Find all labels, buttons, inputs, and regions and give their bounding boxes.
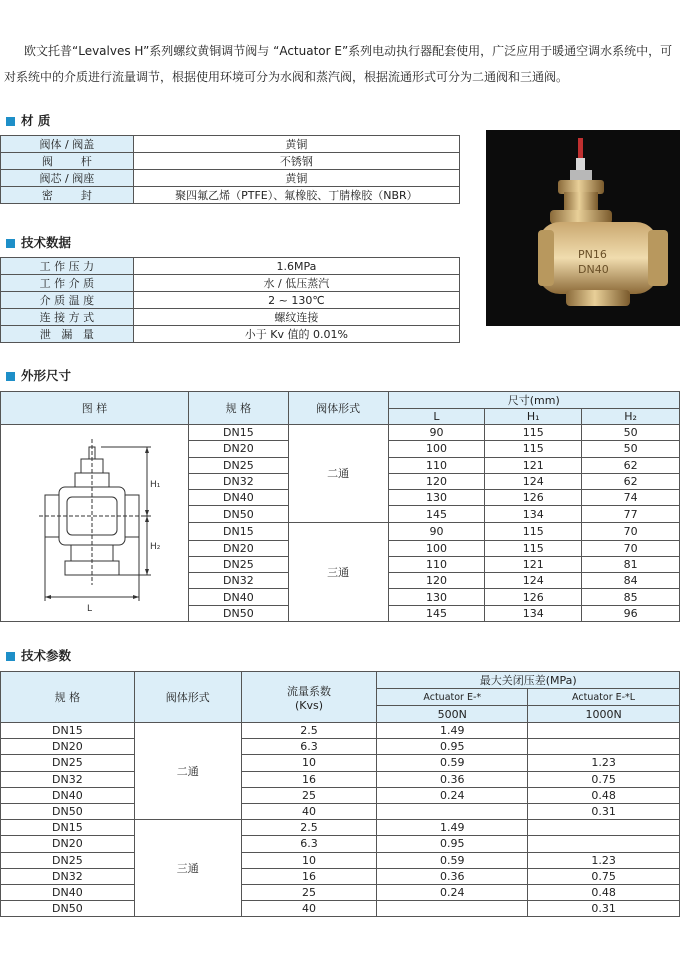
dims-type: 二通 [288, 425, 388, 523]
params-header-actuator1: Actuator E-* [377, 689, 528, 706]
dims-L: 130 [388, 589, 485, 605]
dims-header-type: 阀体形式 [288, 392, 388, 425]
valve-photo [486, 130, 680, 326]
techdata-heading [6, 235, 71, 251]
material-row-label: 密 封 [1, 187, 134, 204]
params-maxdp-1000n [528, 739, 680, 755]
params-row [1, 755, 680, 771]
dims-H2: 77 [582, 506, 680, 522]
dims-H2: 62 [582, 473, 680, 489]
params-row [1, 868, 680, 884]
params-maxdp-500n: 1.49 [377, 820, 528, 836]
dims-L: 100 [388, 441, 485, 457]
params-maxdp-1000n [528, 836, 680, 852]
section-square-icon [6, 117, 15, 126]
valve-photo-graphic [486, 130, 680, 326]
dims-spec: DN25 [188, 457, 288, 473]
dims-header-L: L [388, 409, 485, 425]
dims-H2: 62 [582, 457, 680, 473]
params-row [1, 901, 680, 917]
dims-type: 三通 [288, 522, 388, 621]
params-row [1, 739, 680, 755]
params-kvs: 40 [241, 901, 377, 917]
dims-H1: 115 [485, 441, 582, 457]
section-square-icon [6, 239, 15, 248]
dims-H2: 70 [582, 540, 680, 556]
params-spec: DN40 [1, 787, 135, 803]
techdata-row [1, 292, 460, 309]
params-spec: DN32 [1, 868, 135, 884]
params-maxdp-1000n: 0.75 [528, 771, 680, 787]
dims-H2: 74 [582, 490, 680, 506]
techdata-row [1, 309, 460, 326]
material-row [1, 136, 460, 153]
params-row [1, 803, 680, 819]
dims-H2: 84 [582, 573, 680, 589]
dims-H1: 115 [485, 425, 582, 441]
params-kvs: 10 [241, 852, 377, 868]
dims-L: 120 [388, 573, 485, 589]
params-header-force1: 500N [377, 706, 528, 723]
params-row [1, 884, 680, 900]
params-spec: DN20 [1, 836, 135, 852]
params-header-kvs [241, 672, 377, 723]
material-row [1, 153, 460, 170]
techdata-row [1, 275, 460, 292]
dims-H1: 124 [485, 473, 582, 489]
dims-L: 90 [388, 425, 485, 441]
techdata-row [1, 326, 460, 343]
techdata-table [0, 257, 460, 343]
params-maxdp-500n: 0.24 [377, 884, 528, 900]
dims-L: 130 [388, 490, 485, 506]
dims-spec: DN32 [188, 573, 288, 589]
dims-H1: 121 [485, 556, 582, 572]
material-row-label: 阀 杆 [1, 153, 134, 170]
params-row [1, 852, 680, 868]
params-header-kvs-line1: 流量系数 [287, 684, 331, 698]
params-maxdp-1000n [528, 820, 680, 836]
params-header-force2: 1000N [528, 706, 680, 723]
dims-H1: 115 [485, 522, 582, 540]
material-row-label: 阀芯 / 阀座 [1, 170, 134, 187]
params-spec: DN32 [1, 771, 135, 787]
dims-H1: 134 [485, 506, 582, 522]
material-row [1, 187, 460, 204]
params-maxdp-500n [377, 901, 528, 917]
params-kvs: 40 [241, 803, 377, 819]
params-header-spec: 规 格 [1, 672, 135, 723]
params-maxdp-1000n [528, 723, 680, 739]
params-maxdp-1000n: 1.23 [528, 755, 680, 771]
dims-H1: 126 [485, 490, 582, 506]
materials-title: 材 质 [21, 113, 51, 128]
params-spec: DN50 [1, 803, 135, 819]
dims-spec: DN50 [188, 605, 288, 621]
params-maxdp-500n: 0.59 [377, 852, 528, 868]
dims-header-size: 尺寸(mm) [388, 392, 679, 409]
dims-H1: 115 [485, 540, 582, 556]
params-spec: DN20 [1, 739, 135, 755]
params-type: 二通 [134, 723, 241, 820]
dims-H2: 70 [582, 522, 680, 540]
params-title: 技术参数 [21, 648, 72, 663]
params-maxdp-500n: 0.95 [377, 836, 528, 852]
dims-H2: 85 [582, 589, 680, 605]
techdata-row-value: 1.6MPa [133, 258, 459, 275]
techdata-row-label: 连 接 方 式 [1, 309, 134, 326]
dims-spec: DN40 [188, 589, 288, 605]
params-row [1, 771, 680, 787]
valve-drawing [1, 425, 187, 621]
techdata-row-label: 泄 漏 量 [1, 326, 134, 343]
dims-heading [6, 368, 71, 384]
dims-L: 110 [388, 556, 485, 572]
dims-header-H2: H₂ [582, 409, 680, 425]
params-header-actuator2: Actuator E-*L [528, 689, 680, 706]
dims-header-spec: 规 格 [188, 392, 288, 425]
drawing-label-H2: H₂ [150, 542, 161, 552]
dims-row [1, 425, 680, 441]
params-kvs: 2.5 [241, 820, 377, 836]
dims-table [0, 391, 680, 622]
params-heading [6, 648, 71, 664]
dims-H1: 121 [485, 457, 582, 473]
params-maxdp-500n: 0.59 [377, 755, 528, 771]
material-row-value: 黄铜 [133, 136, 459, 153]
dims-spec: DN32 [188, 473, 288, 489]
techdata-row-value: 小于 Kv 值的 0.01% [133, 326, 459, 343]
params-spec: DN15 [1, 820, 135, 836]
photo-marking-dn: DN40 [578, 263, 609, 276]
params-spec: DN50 [1, 901, 135, 917]
params-spec: DN25 [1, 755, 135, 771]
params-kvs: 25 [241, 884, 377, 900]
drawing-label-H1: H₁ [150, 480, 161, 490]
params-maxdp-500n: 0.95 [377, 739, 528, 755]
params-header-kvs-line2: (Kvs) [294, 698, 324, 712]
dims-spec: DN20 [188, 441, 288, 457]
params-type: 三通 [134, 820, 241, 917]
params-maxdp-1000n: 0.48 [528, 884, 680, 900]
params-row [1, 723, 680, 739]
params-kvs: 2.5 [241, 723, 377, 739]
params-maxdp-1000n: 1.23 [528, 852, 680, 868]
dims-H2: 96 [582, 605, 680, 621]
techdata-row-label: 工 作 介 质 [1, 275, 134, 292]
dims-H1: 126 [485, 589, 582, 605]
dims-L: 145 [388, 605, 485, 621]
dims-L: 90 [388, 522, 485, 540]
dims-drawing-cell [1, 425, 189, 622]
techdata-row-value: 水 / 低压蒸汽 [133, 275, 459, 292]
materials-heading [6, 113, 50, 129]
dims-L: 110 [388, 457, 485, 473]
dims-spec: DN40 [188, 490, 288, 506]
params-kvs: 25 [241, 787, 377, 803]
params-maxdp-500n: 0.36 [377, 868, 528, 884]
techdata-row-label: 介 质 温 度 [1, 292, 134, 309]
material-row-value: 黄铜 [133, 170, 459, 187]
dims-L: 120 [388, 473, 485, 489]
techdata-row-value: 2 ~ 130℃ [133, 292, 459, 309]
dims-header-drawing: 图 样 [1, 392, 189, 425]
dims-spec: DN15 [188, 425, 288, 441]
params-maxdp-1000n: 0.31 [528, 803, 680, 819]
dims-spec: DN15 [188, 522, 288, 540]
dims-H1: 124 [485, 573, 582, 589]
params-row [1, 820, 680, 836]
dims-title: 外形尺寸 [21, 368, 72, 383]
params-maxdp-500n: 1.49 [377, 723, 528, 739]
params-kvs: 6.3 [241, 739, 377, 755]
drawing-label-L: L [87, 604, 93, 614]
material-row-value: 不锈钢 [133, 153, 459, 170]
params-kvs: 16 [241, 771, 377, 787]
section-square-icon [6, 372, 15, 381]
dims-H2: 81 [582, 556, 680, 572]
params-header-maxdp: 最大关闭压差(MPa) [377, 672, 680, 689]
dims-L: 100 [388, 540, 485, 556]
dims-spec: DN25 [188, 556, 288, 572]
dims-H2: 50 [582, 425, 680, 441]
dims-spec: DN50 [188, 506, 288, 522]
dims-L: 145 [388, 506, 485, 522]
section-square-icon [6, 652, 15, 661]
intro-paragraph: 欧文托普“Levalves H”系列螺纹黄铜调节阀与 “Actuator E”系列电动执行器配套使用，广泛应用于暖通空调水系统中，可对系统中的介质进行流量调节，根据使用环境可分为水阀和蒸汽阀，根据流通形式可分为二通阀和三通阀。 [4, 44, 673, 84]
material-row-label: 阀体 / 阀盖 [1, 136, 134, 153]
techdata-row [1, 258, 460, 275]
params-maxdp-500n: 0.36 [377, 771, 528, 787]
params-maxdp-500n: 0.24 [377, 787, 528, 803]
techdata-title: 技术数据 [21, 235, 72, 250]
dims-spec: DN20 [188, 540, 288, 556]
params-kvs: 10 [241, 755, 377, 771]
params-maxdp-500n [377, 803, 528, 819]
params-maxdp-1000n: 0.75 [528, 868, 680, 884]
materials-table [0, 135, 460, 204]
params-kvs: 16 [241, 868, 377, 884]
params-row [1, 787, 680, 803]
params-spec: DN15 [1, 723, 135, 739]
photo-marking-pn: PN16 [578, 248, 607, 261]
params-maxdp-1000n: 0.31 [528, 901, 680, 917]
params-maxdp-1000n: 0.48 [528, 787, 680, 803]
params-spec: DN25 [1, 852, 135, 868]
dims-H1: 134 [485, 605, 582, 621]
dims-header-H1: H₁ [485, 409, 582, 425]
material-row-value: 聚四氟乙烯（PTFE）、氟橡胶、丁腈橡胶（NBR） [133, 187, 459, 204]
material-row [1, 170, 460, 187]
params-header-type: 阀体形式 [134, 672, 241, 723]
params-kvs: 6.3 [241, 836, 377, 852]
params-row [1, 836, 680, 852]
params-table [0, 671, 680, 917]
dims-H2: 50 [582, 441, 680, 457]
techdata-row-value: 螺纹连接 [133, 309, 459, 326]
params-spec: DN40 [1, 884, 135, 900]
techdata-row-label: 工 作 压 力 [1, 258, 134, 275]
